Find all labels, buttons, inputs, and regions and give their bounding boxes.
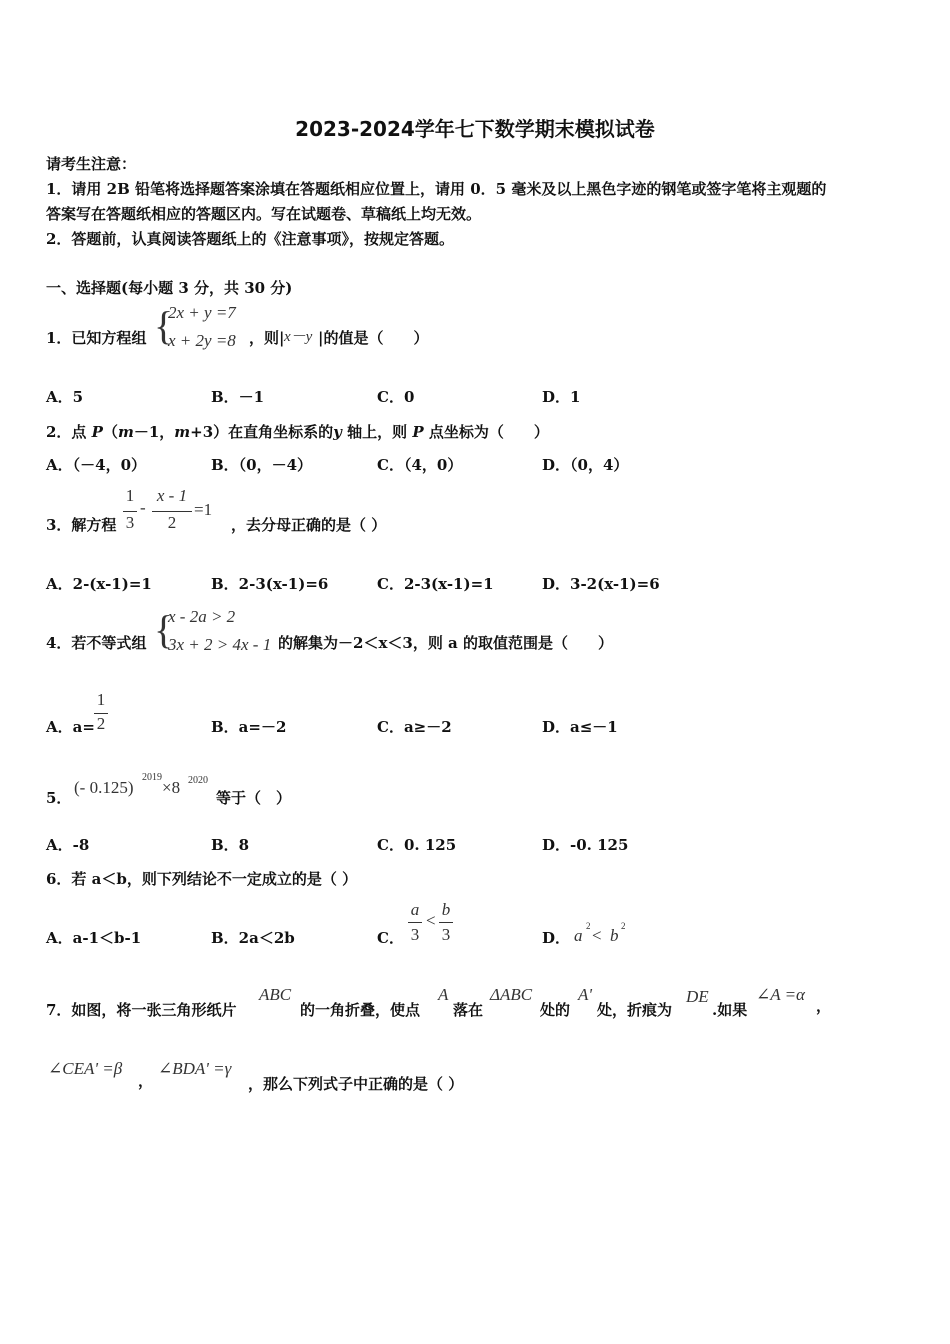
notice-heading: 请考生注意： <box>46 155 137 173</box>
q1-suffix-b: |的值是（ ） <box>318 329 429 347</box>
q7-m3: ΔABC <box>490 985 533 1004</box>
q5-exp1: 2019 <box>142 772 162 783</box>
q2-p: P <box>91 423 103 441</box>
q2-text-c: －1， <box>133 423 175 441</box>
q3-f2-num: x - 1 <box>156 486 188 505</box>
q6-option-d-label: D． <box>542 929 571 947</box>
q4-option-c: C．a≥－2 <box>377 718 452 736</box>
q2-text-b: （ <box>102 423 118 441</box>
q4-option-a-num: 1 <box>96 690 106 709</box>
q4-option-b: B．a=－2 <box>211 718 287 736</box>
q7-m6: ∠A =α <box>756 985 805 1004</box>
q4-ineq1: x - 2a > 2 <box>168 607 236 626</box>
q5-option-a: A．-8 <box>46 836 90 854</box>
q7-m2: A <box>438 985 449 1004</box>
q6-option-b: B．2a＜2b <box>211 929 295 947</box>
section-heading: 一、选择题(每小题 3 分，共 30 分) <box>46 279 293 297</box>
q7-t5: 处，折痕为 <box>597 1001 673 1019</box>
q7-m8: ∠BDA' =γ <box>158 1059 232 1078</box>
q1-eq1: 2x + y =7 <box>168 303 236 322</box>
q7-m1: ABC <box>259 985 292 1004</box>
q5-option-d: D．-0. 125 <box>542 836 629 854</box>
q1-prefix: 1．已知方程组 <box>46 329 147 347</box>
q4-prefix: 4．若不等式组 <box>46 634 147 652</box>
q7-t3: 落在 <box>453 1001 484 1019</box>
q6-d-expr-b: b <box>610 926 619 945</box>
q2-option-a: A．（－4，0） <box>46 456 147 474</box>
q3-f1-num: 1 <box>125 486 135 505</box>
q1-eq2: x + 2y =8 <box>168 331 236 350</box>
q4-option-d: D．a≤－1 <box>542 718 618 736</box>
q3-option-d: D．3-2(x-1)=6 <box>542 575 660 593</box>
q7-t2: 的一角折叠，使点 <box>300 1001 421 1019</box>
q3-minus: - <box>140 498 146 517</box>
q6-d-exp-b: 2 <box>621 921 626 931</box>
q7-t6: .如果 <box>712 1001 748 1019</box>
q5-suffix: 等于（ ） <box>216 789 292 807</box>
q5-prefix: 5． <box>46 789 72 807</box>
q2-m2: m <box>174 423 191 441</box>
q7-t8: ， <box>138 1072 154 1090</box>
q2-option-c: C．（4，0） <box>377 456 463 474</box>
q5-base: (- 0.125) <box>74 778 134 797</box>
notice-line-2: 2．答题前，认真阅读答题纸上的《注意事项》，按规定答题。 <box>46 230 454 248</box>
q3-prefix: 3．解方程 <box>46 516 117 534</box>
q2-p2: P <box>412 423 424 441</box>
q7-m7: ∠CEA' =β <box>48 1059 123 1078</box>
q1-option-a: A．5 <box>46 388 84 406</box>
q7-t4: 处的 <box>540 1001 571 1019</box>
q1-option-c: C．0 <box>377 388 415 406</box>
q3-option-b: B．2-3(x-1)=6 <box>211 575 329 593</box>
q2-m1: m <box>117 423 134 441</box>
q5-option-b: B．8 <box>211 836 250 854</box>
q1-suffix-a: ，则| <box>249 329 285 347</box>
q2-option-b: B．（0，－4） <box>211 456 313 474</box>
q6-d-exp-a: 2 <box>586 921 591 931</box>
notice-line-1b: 答案写在答题纸相应的答题区内。写在试题卷、草稿纸上均无效。 <box>46 205 482 223</box>
q2-option-d: D．（0，4） <box>542 456 629 474</box>
q7-t7: ， <box>816 997 832 1015</box>
q7-t1: 7．如图，将一张三角形纸片 <box>46 1001 237 1019</box>
q3-f2-den: 2 <box>167 513 177 532</box>
q7-m5: DE <box>686 987 709 1006</box>
question-2 <box>46 421 549 442</box>
q3-option-c: C．2-3(x-1)=1 <box>377 575 494 593</box>
q4-ineq2: 3x + 2 > 4x - 1 <box>168 635 272 654</box>
page-title: 2023-2024学年七下数学期末模拟试卷 <box>295 117 655 141</box>
q1-expr: x－y <box>284 329 313 345</box>
q7-t9: ，那么下列式子中正确的是（ ） <box>248 1075 464 1093</box>
q3-eq: =1 <box>194 500 213 519</box>
q3-f1-den: 3 <box>125 513 135 532</box>
q6-option-c-label: C． <box>377 929 404 947</box>
q1-option-b: B．－1 <box>211 388 265 406</box>
brace-icon: { <box>154 607 174 652</box>
q6-option-a: A．a-1＜b-1 <box>46 929 142 947</box>
q4-option-a-den: 2 <box>96 714 106 733</box>
q2-text-a: 2．点 <box>46 423 92 441</box>
q2-y: y <box>333 423 342 441</box>
q6-c-lt: < <box>426 911 436 930</box>
q5-exp2: 2020 <box>188 775 208 786</box>
notice-line-1a: 1．请用 2B 铅笔将选择题答案涂填在答题纸相应位置上，请用 0．5 毫米及以上黑色字迹的钢笔或签字笔将主观题的 <box>46 180 827 198</box>
q6-c-den-b: 3 <box>441 925 451 944</box>
q6-c-den-a: 3 <box>410 925 420 944</box>
q6-c-num-b: b <box>441 900 451 919</box>
q3-suffix: ，去分母正确的是（ ） <box>231 516 387 534</box>
q2-text-f: 点坐标为（ ） <box>423 423 549 441</box>
q5-times: ×8 <box>162 778 181 797</box>
q2-text-d: +3）在直角坐标系的 <box>190 423 334 441</box>
brace-icon: { <box>154 303 174 348</box>
question-6: 6．若 a＜b，则下列结论不一定成立的是（ ） <box>46 870 358 888</box>
q2-text-e: 轴上，则 <box>341 423 413 441</box>
q1-option-d: D．1 <box>542 388 581 406</box>
q6-c-num-a: a <box>410 900 420 919</box>
q4-suffix: 的解集为－2＜x＜3，则 a 的取值范围是（ ） <box>278 634 613 652</box>
q7-m4: A' <box>578 985 593 1004</box>
q3-option-a: A．2-(x-1)=1 <box>46 575 152 593</box>
q6-d-lt: < <box>592 926 602 945</box>
q5-option-c: C．0. 125 <box>377 836 457 854</box>
q6-d-expr-a: a <box>574 926 583 945</box>
q4-option-a-prefix: A．a= <box>46 718 95 736</box>
